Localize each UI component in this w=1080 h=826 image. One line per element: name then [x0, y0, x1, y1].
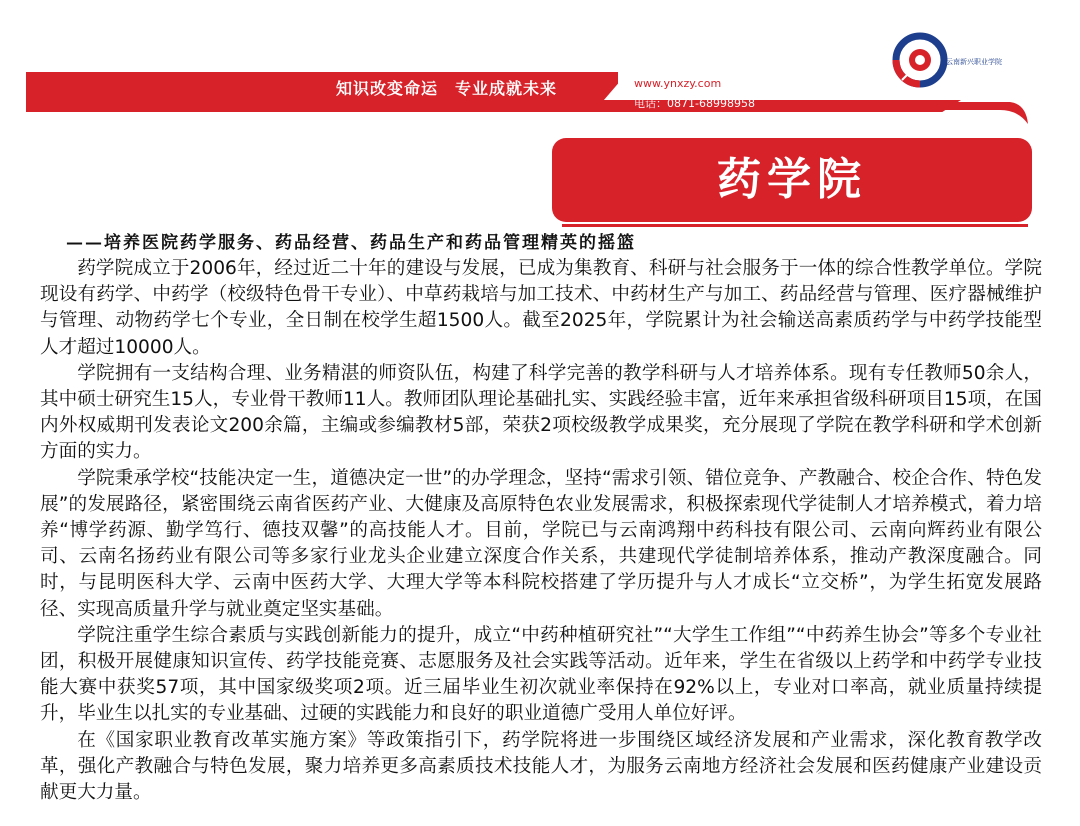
paragraph-3: 学院秉承学校“技能决定一生，道德决定一世”的办学理念，坚持“需求引领、错位竞争、产教融合、校企合作、特色发展”的发展路径，紧密围绕云南省医药产业、大健康及高原特色农业发展需求，积极探索现代学徒制人才培养模式，着力培养“博学药源、勤学笃行、德技双馨”的高技能人才。目前，学院已与云南鸿翔中药科技有限公司、云南向辉药业有限公司、云南名扬药业有限公司等多家行业龙头企业建立深度合作关系，共建现代学徒制培养体系，推动产教深度融合。同时，与昆明医科大学、云南中医药大学、大理大学等本科院校搭建了学历提升与人才成长“立交桥”，为学生拓宽发展路径、实现高质量升学与就业奠定坚实基础。: [40, 467, 1042, 620]
college-logo-icon: [868, 22, 1018, 100]
header-phone: 电话：0871-68998958: [634, 97, 755, 110]
paragraph-5: 在《国家职业教育改革实施方案》等政策指引下，药学院将进一步围绕区域经济发展和产业需求，深化教育教学改革，强化产教融合与特色发展，聚力培养更多高素质技术技能人才，为服务云南地方经济社会发展和医药健康产业建设贡献更大力量。: [40, 729, 1042, 804]
logo-text: 云南新兴职业学院: [946, 58, 1002, 66]
paragraph-2: 学院拥有一支结构合理、业务精湛的师资队伍，构建了科学完善的教学科研与人才培养体系。现有专任教师50余人，其中硕士研究生15人，专业骨干教师11人。教师团队理论基础扎实、实践经验丰富，近年来承担省级科研项目15项，在国内外权威期刊发表论文200余篇，主编或参编教材5部，荣获2项校级教学成果奖，充分展现了学院在教学科研和学术创新方面的实力。: [40, 362, 1042, 463]
logo-swoosh: [900, 96, 1030, 126]
header-website: www.ynxzy.com: [634, 77, 722, 90]
paragraph-1: 药学院成立于2006年，经过近二十年的建设与发展，已成为集教育、科研与社会服务于一体的综合性教学单位。学院现设有药学、中药学（校级特色骨干专业）、中草药栽培与加工技术、中药材生产与加工、药品经营与管理、医疗器械维护与管理、动物药学七个专业，全日制在校学生超1500人。截至2025年，学院累计为社会输送高素质药学与中药学技能型人才超过10000人。: [40, 258, 1042, 358]
title-underline: [562, 224, 1028, 227]
header-band-bottom: [26, 100, 961, 112]
header-slogan: 知识改变命运 专业成就未来: [336, 79, 558, 98]
paragraph-4: 学院注重学生综合素质与实践创新能力的提升，成立“中药种植研究社”“大学生工作组”“中药养生协会”等多个专业社团，积极开展健康知识宣传、药学技能竞赛、志愿服务及社会实践等活动。近年来，学生在省级以上药学和中药学专业技能大赛中获奖57项，其中国家级奖项2项。近三届毕业生初次就业率保持在92%以上，专业对口率高，就业质量持续提升，毕业生以扎实的专业基础、过硬的实践能力和良好的职业道德广受用人单位好评。: [40, 624, 1042, 725]
page-title: 药学院: [717, 154, 867, 205]
college-logo: [868, 22, 1018, 100]
article-body: [40, 256, 1042, 806]
page-subtitle: ——培养医院药学服务、药品经营、药品生产和药品管理精英的摇篮: [66, 233, 636, 253]
